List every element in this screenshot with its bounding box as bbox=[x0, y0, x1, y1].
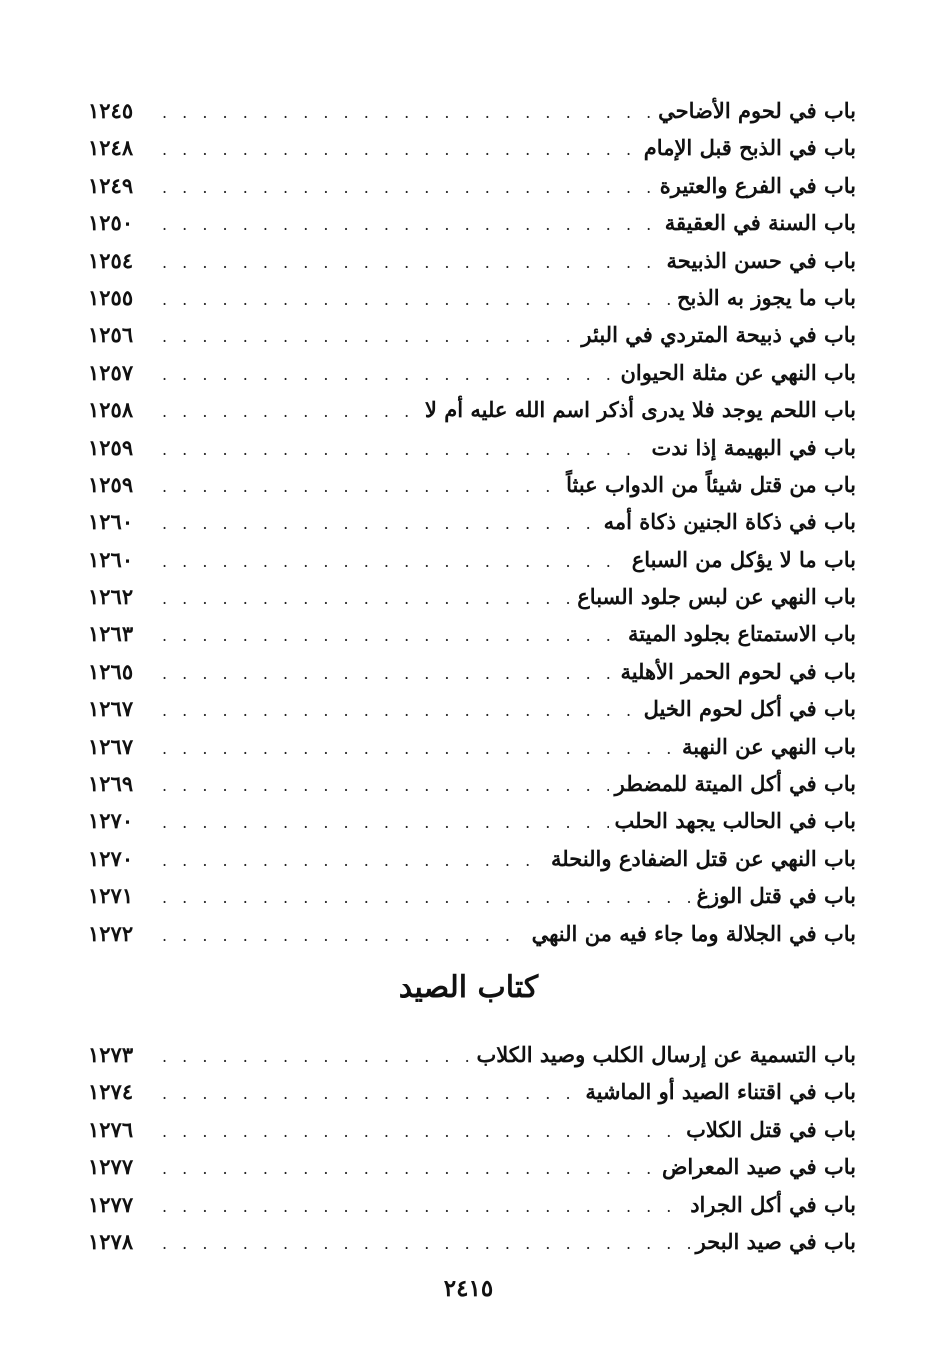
toc-entry-title: باب في الحالب يجهد الحلب bbox=[614, 808, 856, 834]
toc-entry-title: باب في لحوم الأضاحي bbox=[658, 98, 856, 123]
toc-entry-page-number: ١٢٧٤ bbox=[88, 1079, 134, 1105]
dot-leader bbox=[162, 356, 614, 393]
dot-leader bbox=[162, 393, 419, 430]
toc-entry-page-number: ١٢٧٨ bbox=[88, 1228, 134, 1254]
toc-entry bbox=[88, 503, 856, 540]
table-of-contents-top bbox=[88, 92, 856, 952]
toc-entry-title: باب النهي عن مثلة الحيوان bbox=[620, 359, 856, 385]
toc-entry bbox=[88, 1111, 856, 1148]
toc-entry-title: باب في أكل لحوم الخيل bbox=[643, 696, 856, 722]
toc-entry bbox=[88, 840, 856, 877]
toc-entry bbox=[88, 204, 856, 241]
toc-entry-page-number: ١٢٦٠ bbox=[88, 509, 134, 535]
toc-entry-title: باب في لحوم الحمر الأهلية bbox=[620, 658, 856, 684]
toc-entry bbox=[88, 354, 856, 391]
toc-entry-title: باب في البهيمة إذا ندت bbox=[651, 434, 856, 460]
toc-entry-title: باب النهي عن النهبة bbox=[681, 733, 856, 759]
toc-entry bbox=[88, 1148, 856, 1185]
toc-entry-title: باب ما لا يؤكل من السباع bbox=[631, 546, 856, 572]
toc-entry bbox=[88, 1036, 856, 1073]
toc-entry-page-number: ١٢٧٢ bbox=[88, 920, 134, 946]
toc-entry-page-number: ١٢٤٥ bbox=[88, 98, 134, 123]
dot-leader bbox=[162, 206, 659, 243]
dot-leader bbox=[162, 692, 638, 729]
toc-entry bbox=[88, 429, 856, 466]
toc-entry-page-number: ١٢٦٢ bbox=[88, 584, 134, 610]
toc-entry-title: باب السنة في العقيقة bbox=[664, 210, 856, 236]
toc-entry bbox=[88, 615, 856, 652]
toc-entry bbox=[88, 167, 856, 204]
toc-entry-page-number: ١٢٧١ bbox=[88, 883, 134, 909]
toc-entry-page-number: ١٢٥٧ bbox=[88, 359, 134, 385]
dot-leader bbox=[162, 879, 690, 916]
toc-entry bbox=[88, 541, 856, 578]
dot-leader bbox=[162, 767, 609, 804]
toc-entry bbox=[88, 653, 856, 690]
dot-leader bbox=[162, 730, 676, 767]
toc-entry-title: باب في الذبح قبل الإمام bbox=[643, 135, 856, 161]
toc-entry-title: باب في قتل الوزغ bbox=[696, 883, 856, 909]
dot-leader bbox=[162, 1225, 690, 1262]
toc-entry-page-number: ١٢٦٧ bbox=[88, 733, 134, 759]
section-heading: كتاب الصيد bbox=[398, 970, 539, 1005]
dot-leader bbox=[162, 431, 646, 468]
toc-entry-title: باب في صيد المعراض bbox=[662, 1154, 856, 1180]
toc-entry bbox=[88, 92, 856, 129]
toc-entry-page-number: ١٢٤٩ bbox=[88, 172, 134, 198]
toc-entry bbox=[88, 578, 856, 615]
toc-entry-page-number: ١٢٦٧ bbox=[88, 696, 134, 722]
toc-entry-title: باب في حسن الذبيحة bbox=[666, 247, 856, 273]
dot-leader bbox=[162, 1188, 684, 1225]
toc-entry bbox=[88, 1073, 856, 1110]
dot-leader bbox=[162, 244, 661, 281]
table-of-contents-bottom bbox=[88, 1036, 856, 1260]
toc-entry bbox=[88, 877, 856, 914]
toc-entry-title: باب في الجلالة وما جاء فيه من النهي bbox=[531, 920, 856, 946]
toc-entry-page-number: ١٢٥٩ bbox=[88, 471, 134, 497]
toc-entry-page-number: ١٢٥٥ bbox=[88, 284, 134, 310]
toc-entry-page-number: ١٢٦٠ bbox=[88, 546, 134, 572]
dot-leader bbox=[162, 1113, 680, 1150]
toc-entry bbox=[88, 129, 856, 166]
toc-entry-page-number: ١٢٦٥ bbox=[88, 658, 134, 684]
toc-entry bbox=[88, 1223, 856, 1260]
toc-entry bbox=[88, 279, 856, 316]
toc-entry bbox=[88, 765, 856, 802]
dot-leader bbox=[162, 617, 622, 654]
dot-leader bbox=[162, 580, 571, 617]
toc-entry-page-number: ١٢٦٩ bbox=[88, 771, 134, 797]
toc-entry-title: باب في أكل الجراد bbox=[690, 1191, 856, 1217]
toc-entry bbox=[88, 242, 856, 279]
toc-entry bbox=[88, 915, 856, 952]
dot-leader bbox=[162, 94, 652, 131]
dot-leader bbox=[162, 468, 560, 505]
dot-leader bbox=[162, 131, 638, 168]
dot-leader bbox=[162, 655, 614, 692]
toc-entry bbox=[88, 690, 856, 727]
toc-entry-page-number: ١٢٤٨ bbox=[88, 135, 134, 161]
dot-leader bbox=[162, 169, 654, 206]
toc-entry bbox=[88, 1186, 856, 1223]
toc-entry-title: باب ما يجوز به الذبح bbox=[676, 284, 856, 310]
toc-entry-page-number: ١٢٥٦ bbox=[88, 322, 134, 348]
toc-entry bbox=[88, 391, 856, 428]
toc-entry-page-number: ١٢٧٧ bbox=[88, 1154, 134, 1180]
toc-entry-title: باب في قتل الكلاب bbox=[686, 1116, 856, 1142]
toc-entry-title: باب التسمية عن إرسال الكلب وصيد الكلاب bbox=[476, 1042, 856, 1067]
toc-entry-page-number: ١٢٥٨ bbox=[88, 397, 134, 423]
toc-entry-page-number: ١٢٥٠ bbox=[88, 210, 134, 236]
toc-entry bbox=[88, 728, 856, 765]
dot-leader bbox=[162, 1038, 470, 1075]
toc-entry-title: باب في اقتناء الصيد أو الماشية bbox=[585, 1079, 856, 1105]
footer-page-number: ٢٤١٥ bbox=[443, 1275, 494, 1302]
toc-entry-title: باب في أكل الميتة للمضطر bbox=[614, 771, 856, 797]
toc-entry bbox=[88, 466, 856, 503]
dot-leader bbox=[162, 543, 626, 580]
dot-leader bbox=[162, 804, 609, 841]
toc-entry-title: باب في الفرع والعتيرة bbox=[659, 172, 856, 198]
toc-entry-page-number: ١٢٧٧ bbox=[88, 1191, 134, 1217]
toc-entry-title: باب اللحم يوجد فلا يدرى أذكر اسم الله عليه أم لا bbox=[424, 397, 856, 423]
toc-entry-page-number: ١٢٧٠ bbox=[88, 845, 134, 871]
toc-entry-page-number: ١٢٧٦ bbox=[88, 1116, 134, 1142]
toc-entry-title: باب الاستمتاع بجلود الميتة bbox=[628, 621, 856, 647]
toc-entry-title: باب في ذكاة الجنين ذكاة أمه bbox=[603, 509, 856, 535]
toc-entry bbox=[88, 802, 856, 839]
toc-entry-title: باب من قتل شيئاً من الدواب عبثاً bbox=[566, 471, 856, 497]
dot-leader bbox=[162, 1150, 656, 1187]
dot-leader bbox=[162, 842, 545, 879]
dot-leader bbox=[162, 505, 598, 542]
toc-entry bbox=[88, 316, 856, 353]
toc-entry-page-number: ١٢٦٣ bbox=[88, 621, 134, 647]
toc-entry-page-number: ١٢٥٤ bbox=[88, 247, 134, 273]
dot-leader bbox=[162, 318, 575, 355]
toc-entry-title: باب في صيد البحر bbox=[695, 1228, 856, 1254]
toc-entry-title: باب النهي عن لبس جلود السباع bbox=[577, 584, 856, 610]
dot-leader bbox=[162, 917, 526, 954]
dot-leader bbox=[162, 281, 671, 318]
dot-leader bbox=[162, 1075, 579, 1112]
toc-entry-page-number: ١٢٧٠ bbox=[88, 808, 134, 834]
toc-entry-title: باب النهي عن قتل الضفادع والنحلة bbox=[551, 845, 856, 871]
toc-entry-page-number: ١٢٥٩ bbox=[88, 434, 134, 460]
toc-entry-page-number: ١٢٧٣ bbox=[88, 1042, 134, 1067]
toc-entry-title: باب في ذبيحة المتردي في البئر bbox=[581, 322, 856, 348]
